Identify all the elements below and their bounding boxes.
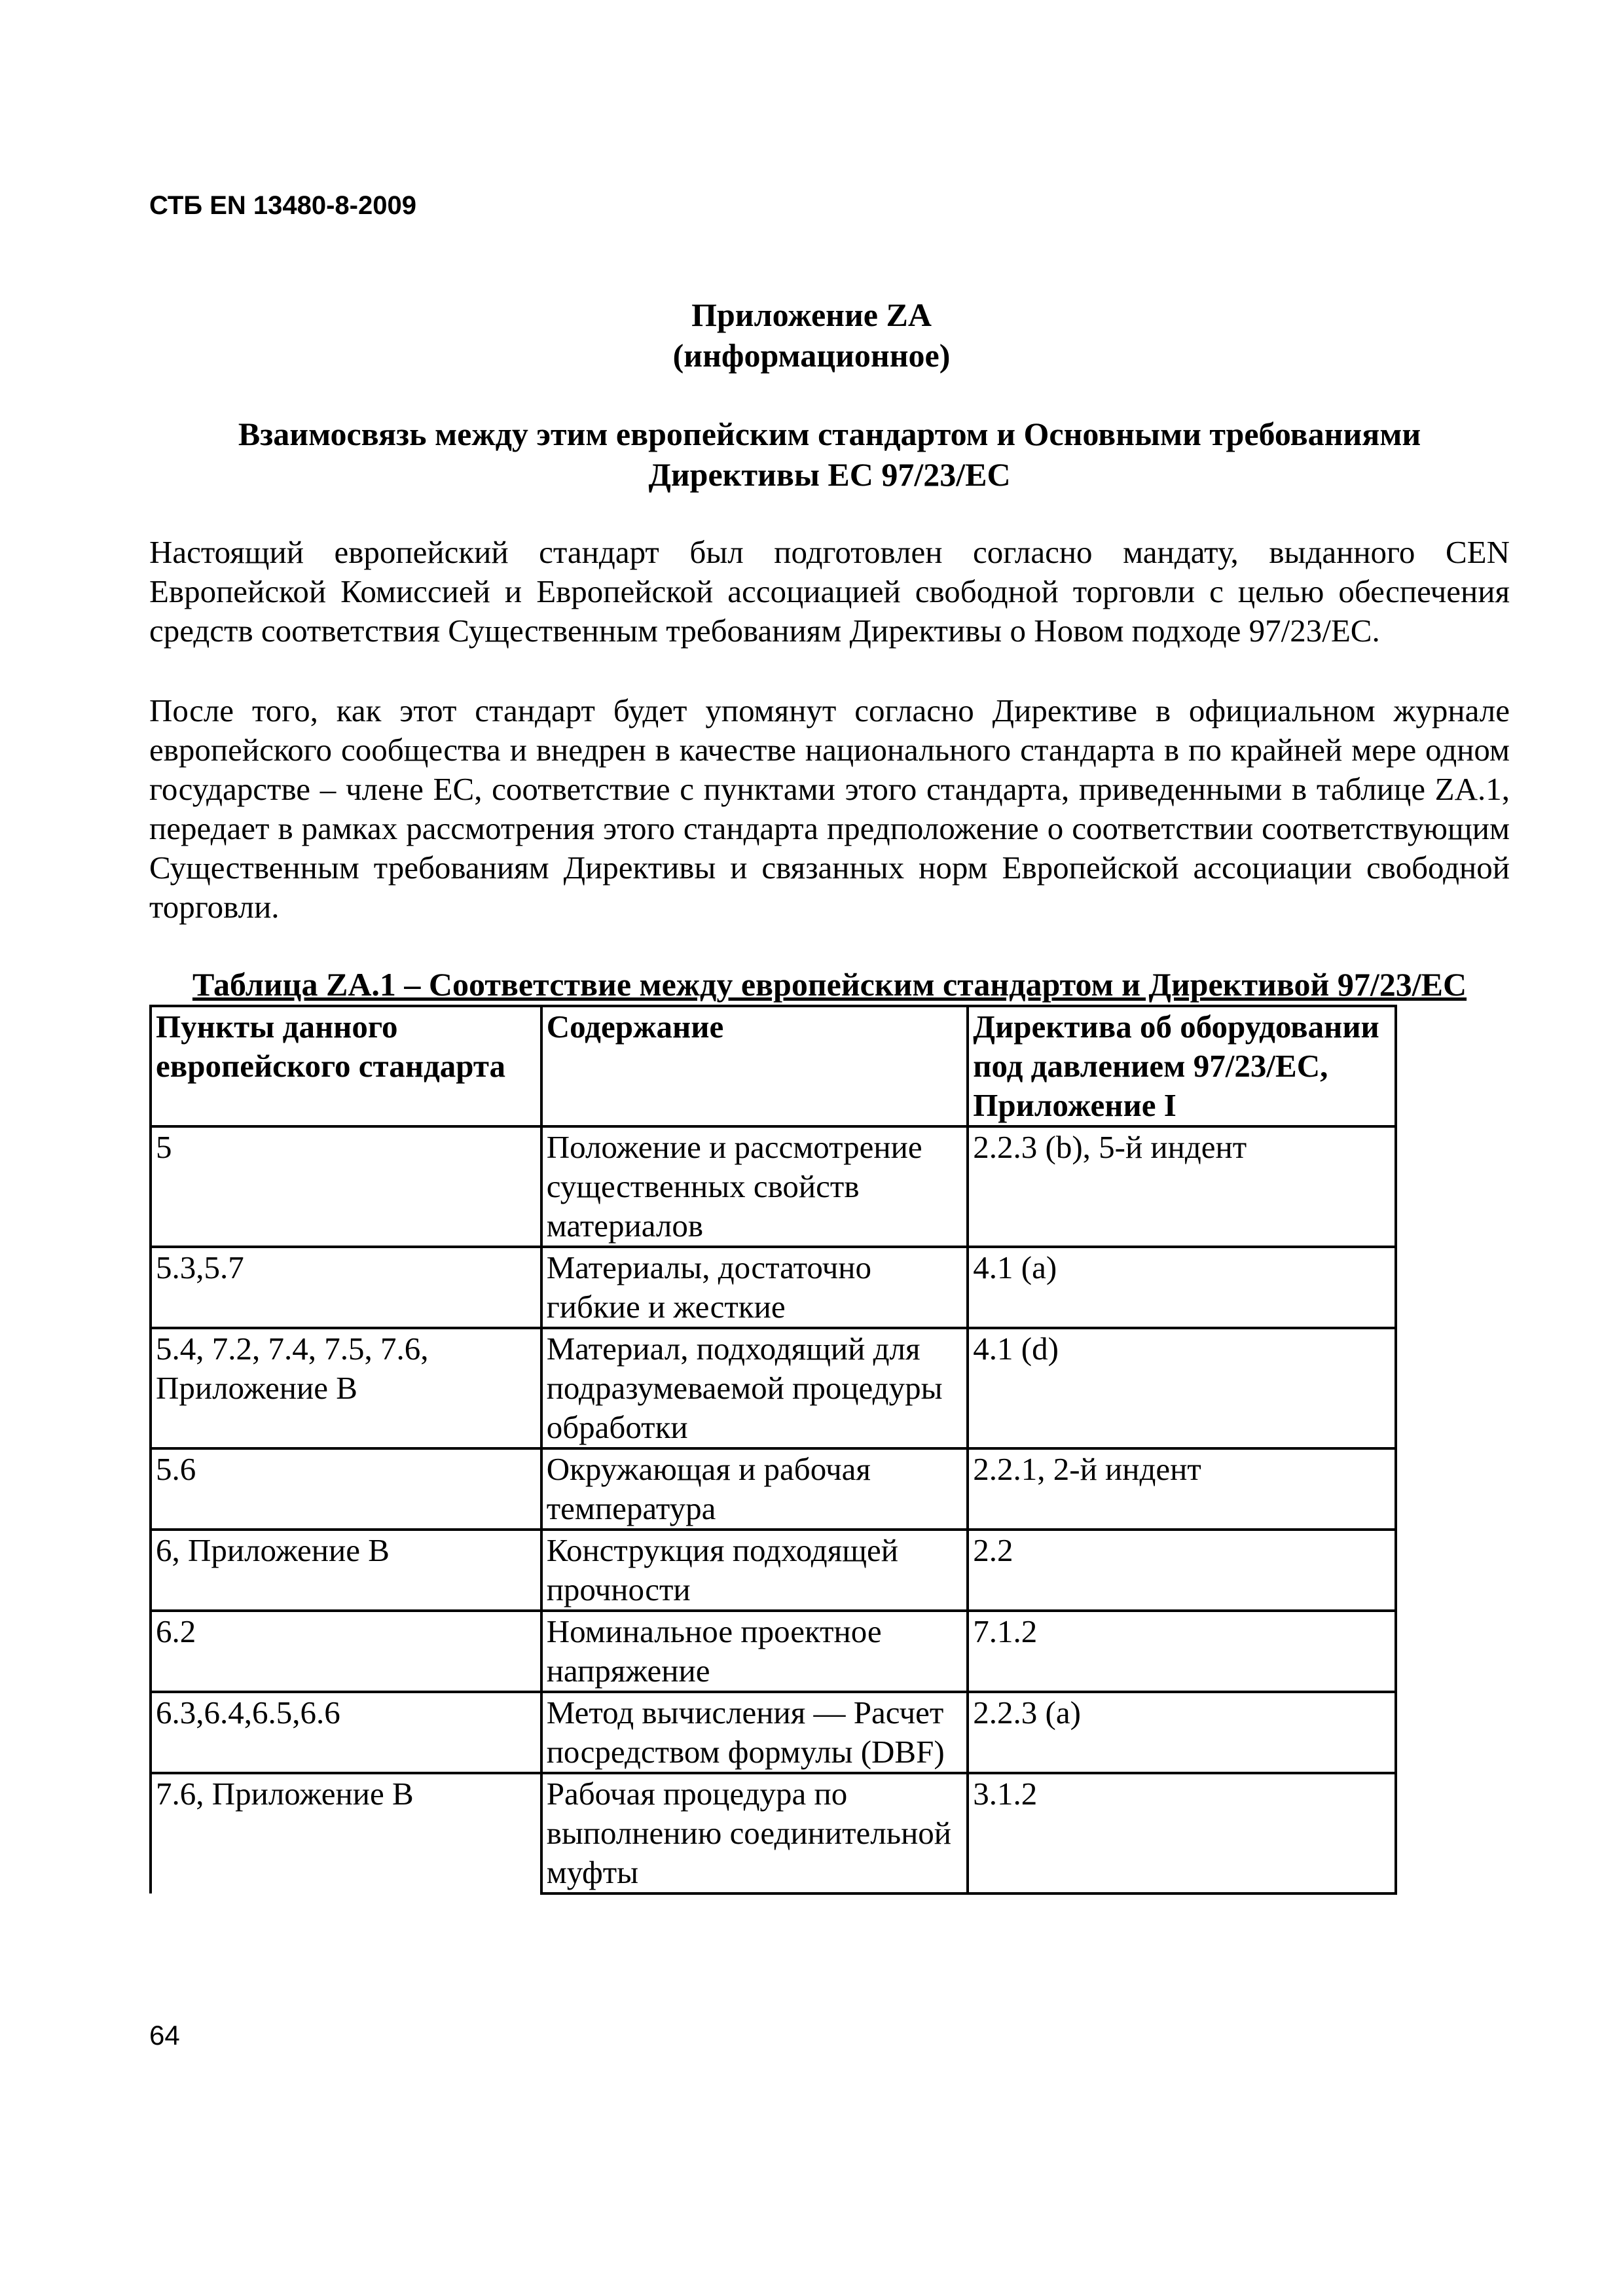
table-row <box>151 1773 1396 1893</box>
table-row <box>151 1328 1396 1448</box>
cell-directive: 2.2.3 (b), 5-й индент <box>968 1126 1396 1247</box>
cell-clause: 5.4, 7.2, 7.4, 7.5, 7.6, Приложение B <box>151 1328 541 1448</box>
table-row <box>151 1611 1396 1692</box>
cell-directive: 4.1 (d) <box>968 1328 1396 1448</box>
cell-content: Метод вычисления — Расчет посредством формулы (DBF) <box>541 1692 968 1773</box>
table-row <box>151 1247 1396 1328</box>
conformity-paragraph: После того, как этот стандарт будет упомянут согласно Директиве в официальном журнале европейского сообщества и внедрен в качестве национального стандарта в по крайней мере одном государстве – члене ЕС, соответствие с пунктами этого стандарта, приведенными в таблице ZA.1, передает в рамках рассмотрения этого стандарта предположение о соответствии соответствующим Существенным требованиям Директивы и связанных норм Европейской ассоциации свободной торговли. <box>149 692 1510 925</box>
cell-clause: 6.2 <box>151 1611 541 1692</box>
cell-content: Материалы, достаточно гибкие и жесткие <box>541 1247 968 1328</box>
intro-paragraph: Настоящий европейский стандарт был подготовлен согласно мандату, выданного CEN Европейской Комиссией и Европейской ассоциацией свободной торговли с целью обеспечения средств соответствия Существенным требованиям Директивы о Новом подходе 97/23/EC. <box>149 534 1510 649</box>
relation-title-line1: Взаимосвязь между этим европейским стандартом и Основными требованиями <box>238 416 1421 452</box>
document-code: СТБ EN 13480-8-2009 <box>149 191 416 220</box>
cell-content: Рабочая процедура по выполнению соединительной муфты <box>541 1773 968 1893</box>
cell-directive: 2.2.3 (a) <box>968 1692 1396 1773</box>
relation-title <box>149 414 1510 495</box>
cell-content: Материал, подходящий для подразумеваемой процедуры обработки <box>541 1328 968 1448</box>
cell-clause: 5.6 <box>151 1448 541 1530</box>
table-row <box>151 1448 1396 1530</box>
table-row <box>151 1126 1396 1247</box>
table-caption: Таблица ZA.1 – Соответствие между европейским стандартом и Директивой 97/23/EC <box>192 966 1467 1003</box>
cell-content: Номинальное проектное напряжение <box>541 1611 968 1692</box>
cell-directive: 4.1 (a) <box>968 1247 1396 1328</box>
cell-clause: 7.6, Приложение B <box>151 1773 541 1893</box>
table-header-row <box>151 1006 1396 1126</box>
page-number: 64 <box>149 2020 180 2051</box>
annex-subtitle: (информационное) <box>672 337 951 374</box>
cell-clause: 5.3,5.7 <box>151 1247 541 1328</box>
header-directive: Директива об оборудовании под давлением 97/23/EC, Приложение I <box>968 1006 1396 1126</box>
annex-title: Приложение ZA <box>691 296 932 333</box>
header-clauses: Пункты данного европейского стандарта <box>151 1006 541 1126</box>
cell-clause: 5 <box>151 1126 541 1247</box>
cell-directive: 2.2.1, 2-й индент <box>968 1448 1396 1530</box>
cell-clause: 6.3,6.4,6.5,6.6 <box>151 1692 541 1773</box>
relation-title-line2: Директивы ЕС 97/23/EC <box>648 456 1011 493</box>
cell-content: Окружающая и рабочая температура <box>541 1448 968 1530</box>
header-content: Содержание <box>541 1006 968 1126</box>
cell-clause: 6, Приложение B <box>151 1530 541 1611</box>
cell-directive: 7.1.2 <box>968 1611 1396 1692</box>
table-row <box>151 1692 1396 1773</box>
table-row <box>151 1530 1396 1611</box>
cell-directive: 2.2 <box>968 1530 1396 1611</box>
correspondence-table <box>149 1005 1397 1895</box>
cell-directive: 3.1.2 <box>968 1773 1396 1893</box>
cell-content: Конструкция подходящей прочности <box>541 1530 968 1611</box>
cell-content: Положение и рассмотрение существенных свойств материалов <box>541 1126 968 1247</box>
